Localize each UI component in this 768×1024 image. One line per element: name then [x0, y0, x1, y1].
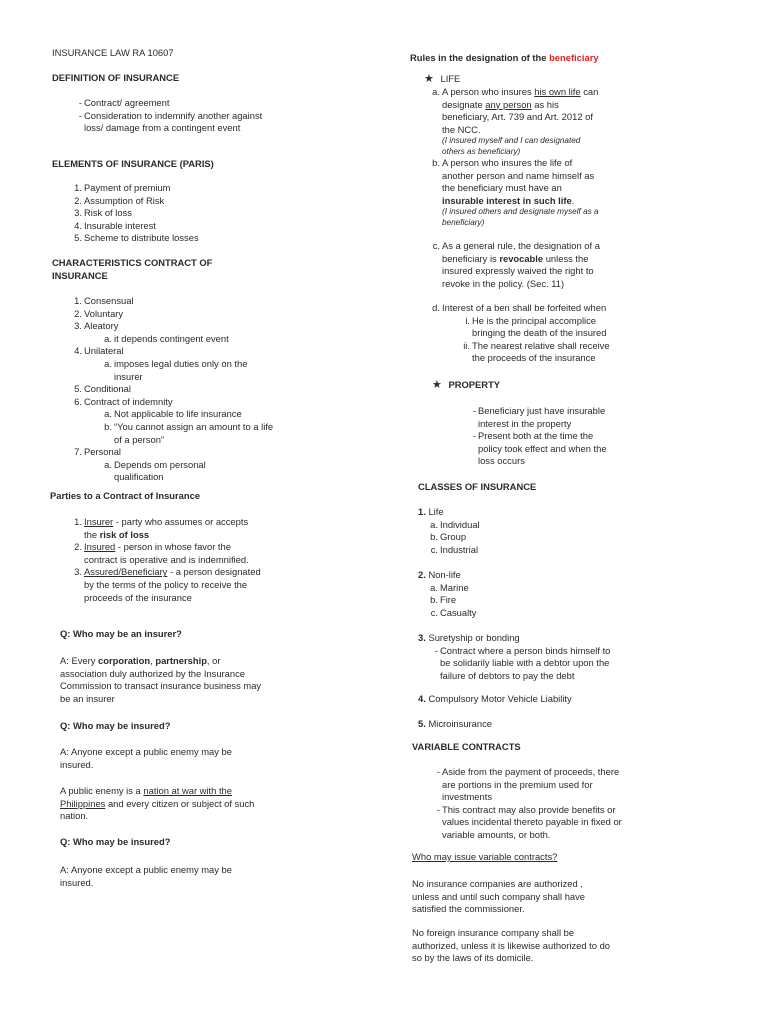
rule-a: a. A person who insures his own life can designate any person as his beneficiary, Art. 739 and Art. 2012 of the NCC. (I insured myself and I can designated others as beneficiary): [432, 86, 599, 156]
list-item: - Contract where a person binds himself to be solidarily liable with a debtor upon the failure of debtors to pay the debt: [434, 644, 611, 681]
list-item: 4. Insurable interest: [74, 219, 156, 231]
list-item: a. Marine: [430, 581, 469, 593]
list-item: 5. Scheme to distribute losses: [74, 232, 199, 244]
classes-list: [418, 506, 618, 556]
classes-heading: CLASSES OF INSURANCE: [418, 481, 537, 492]
rule-c: c. As a general rule, the designation of a beneficiary is revocable unless the insured expressly waived the right to revoke in the policy. (Sec. 11): [432, 240, 600, 289]
rule-b: b. A person who insures the life of another person and name himself as the beneficiary must have an insurable interest in such life. (I insured others and designate myself as a beneficiary): [432, 157, 599, 227]
characteristics-list: [66, 295, 306, 484]
list-item: 2. Assumption of Risk: [74, 194, 165, 206]
list-item: b. “You cannot assign an amount to a life of a person”: [104, 420, 274, 445]
list-item: a. it depends contingent event: [104, 332, 229, 344]
list-item: 3. Aleatory: [74, 320, 119, 332]
variable-para-2: No foreign insurance company shall be authorized, unless it is likewise authorized to do so by the laws of its domicile.: [412, 927, 611, 964]
list-item: c. Industrial: [430, 543, 479, 555]
list-item: a. imposes legal duties only on the insurer: [104, 357, 248, 382]
list-item: 6. Contract of indemnity: [74, 395, 173, 407]
class-life: 1. Life: [418, 506, 444, 517]
definition-list: [66, 97, 266, 135]
list-item: 2. Insured - person in whose favor the contract is operative and is indemnified.: [74, 541, 249, 565]
star-icon: ★: [432, 379, 442, 391]
elements-list: [66, 182, 286, 245]
list-item: a. Depends om personal qualification: [104, 458, 206, 483]
list-item: a. Individual: [430, 518, 480, 530]
rule-d: d. Interest of a ben shall be forfeited when i. He is the principal accomplice bringing the death of the insured ii. The nearest relative shall receive the proceeds of the insurance: [424, 302, 624, 365]
answer-insured-repeat: A: Anyone except a public enemy may be insured.: [60, 864, 232, 888]
variable-question: Who may issue variable contracts?: [412, 851, 558, 862]
public-enemy-definition: A public enemy is a nation at war with the Philippines and every citizen or subject of such nation.: [60, 785, 255, 822]
question-insured: Q: Who may be insured?: [60, 720, 171, 731]
list-item: a. Not applicable to life insurance: [104, 408, 242, 420]
list-item: 3. Assured/Beneficiary - a person designated by the terms of the policy to receive the proceeds of the insurance: [74, 566, 261, 603]
property-list: [460, 405, 610, 468]
parties-list: [66, 516, 262, 604]
list-item: ii. The nearest relative shall receive the proceeds of the insurance: [463, 339, 610, 364]
elements-heading: ELEMENTS OF INSURANCE (PARIS): [52, 158, 214, 169]
list-item: - Aside from the payment of proceeds, there are portions in the premium used for investments: [436, 766, 620, 803]
answer-insurer: A: Every corporation, partnership, or association duly authorized by the Insurance Commission to transact insurance business may be an insurer: [60, 655, 262, 704]
document-title: INSURANCE LAW RA 10607: [52, 47, 174, 58]
list-item: 5. Conditional: [74, 383, 131, 395]
list-item: 1. Consensual: [74, 295, 134, 306]
variable-list: [424, 766, 622, 842]
class-cmvl: 4. Compulsory Motor Vehicle Liability: [418, 693, 572, 704]
rules-heading: Rules in the designation of the beneficiary: [410, 52, 599, 63]
list-item: 4. Unilateral: [74, 345, 124, 357]
question-insured-repeat: Q: Who may be insured?: [60, 836, 171, 847]
question-insurer: Q: Who may be an insurer?: [60, 628, 182, 639]
list-item: c. Casualty: [430, 606, 477, 618]
list-item: - Beneficiary just have insurable interest in the property: [472, 405, 606, 429]
class-micro: 5. Microinsurance: [418, 718, 493, 729]
list-item: 1. Payment of premium: [74, 182, 171, 193]
property-label: ★ PROPERTY: [432, 379, 501, 391]
variable-para-1: No insurance companies are authorized , unless and until such company shall have satisfied the commissioner.: [412, 878, 586, 915]
list-item: 7. Personal: [74, 446, 122, 458]
list-item: - This contract may also provide benefits or values incidental thereto payable in fixed or variable amounts, or both.: [436, 803, 622, 840]
variable-heading: VARIABLE CONTRACTS: [412, 741, 521, 752]
list-item: - Consideration to indemnify another against loss/ damage from a contingent event: [78, 109, 263, 134]
list-item: b. Fire: [430, 594, 457, 606]
star-icon: ★: [424, 73, 434, 85]
definition-heading: DEFINITION OF INSURANCE: [52, 72, 180, 83]
list-item: b. Group: [430, 531, 467, 543]
class-nonlife: 2. Non-life a. Marine b. Fire c. Casualty: [418, 569, 618, 619]
list-item: - Contract/ agreement: [78, 97, 170, 108]
characteristics-heading: CHARACTERISTICS CONTRACT OF INSURANCE: [52, 257, 213, 281]
list-item: 1. Insurer - party who assumes or accepts the risk of loss: [74, 516, 249, 540]
list-item: i. He is the principal accomplice bringing the death of the insured: [465, 314, 607, 339]
parties-heading: Parties to a Contract of Insurance: [50, 490, 201, 501]
class-surety: 3. Suretyship or bonding - Contract where a person binds himself to be solidarily liable with a debtor upon the failure of debtors to pay the debt: [418, 632, 618, 682]
list-item: 2. Voluntary: [74, 307, 124, 319]
list-item: 3. Risk of loss: [74, 207, 132, 219]
list-item: - Present both at the time the policy took effect and when the loss occurs: [472, 430, 607, 467]
answer-insured: A: Anyone except a public enemy may be insured.: [60, 746, 232, 770]
life-label: ★ LIFE: [424, 73, 461, 85]
